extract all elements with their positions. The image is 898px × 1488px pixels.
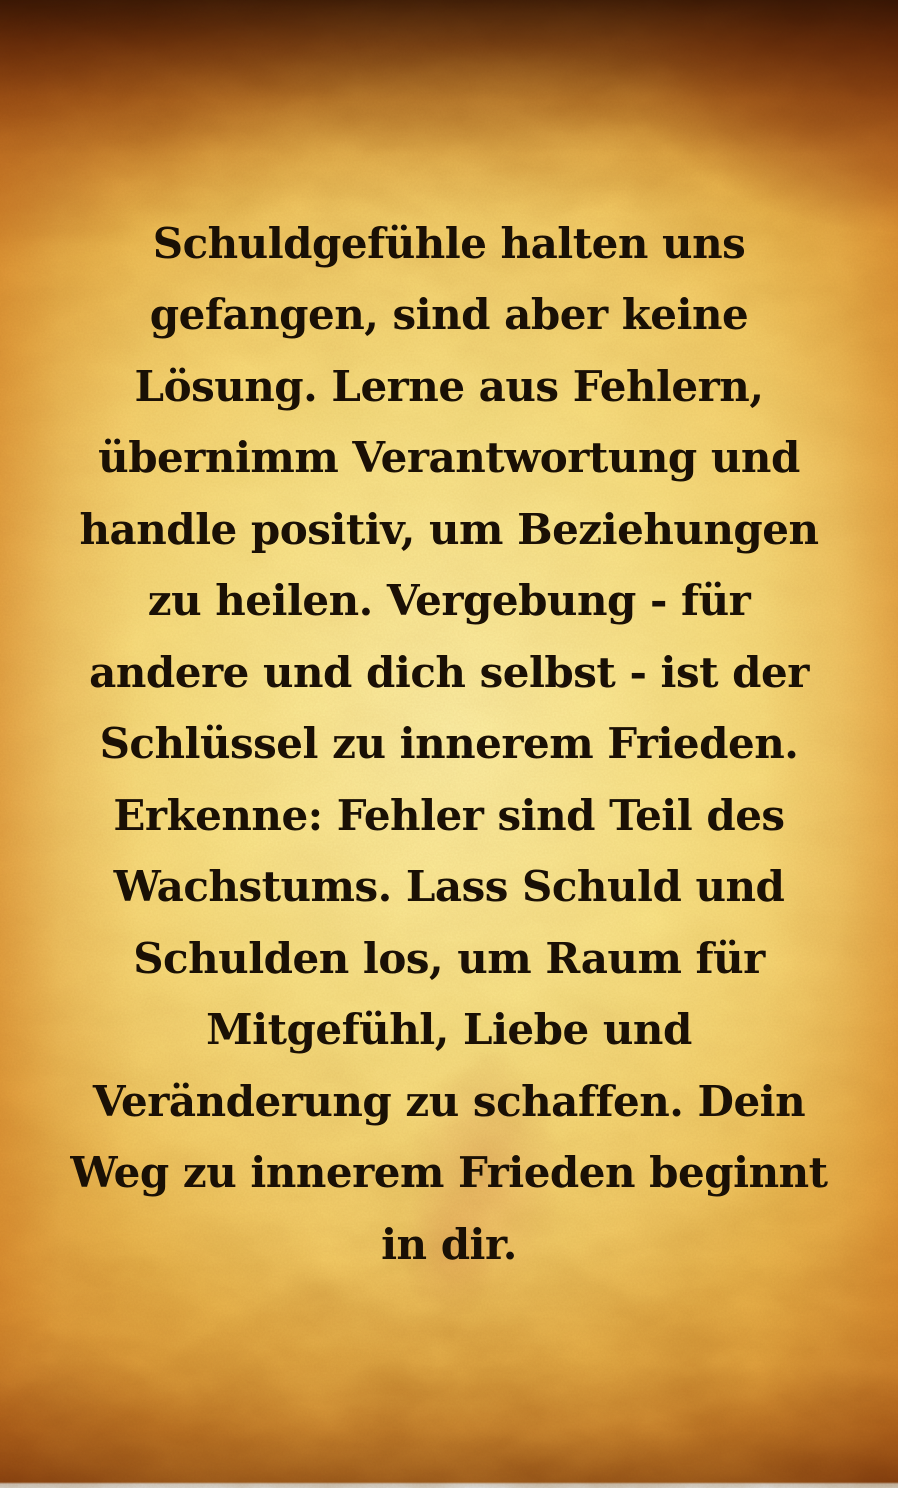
- quote-line: Lösung. Lerne aus Fehlern,: [134, 361, 764, 411]
- quote-line: Schuldgefühle halten uns: [152, 218, 746, 268]
- quote-line: Schulden los, um Raum für: [133, 933, 765, 983]
- quote-line: handle positiv, um Beziehungen: [79, 504, 819, 554]
- quote-line: Weg zu innerem Frieden beginnt: [70, 1148, 828, 1198]
- quote-line: zu heilen. Vergebung - für: [147, 576, 751, 626]
- quote-line: in dir.: [381, 1219, 517, 1269]
- quote-line: andere und dich selbst - ist der: [89, 647, 809, 697]
- quote-line: Schlüssel zu innerem Frieden.: [99, 719, 799, 769]
- quote-line: gefangen, sind aber keine: [149, 290, 749, 340]
- quote-line: übernimm Verantwortung und: [98, 433, 800, 483]
- quote-line: Wachstums. Lass Schuld und: [113, 862, 785, 912]
- quote-line: Erkenne: Fehler sind Teil des: [113, 790, 785, 840]
- quote-line: Veränderung zu schaffen. Dein: [92, 1076, 806, 1126]
- quote-line: Mitgefühl, Liebe und: [206, 1005, 692, 1055]
